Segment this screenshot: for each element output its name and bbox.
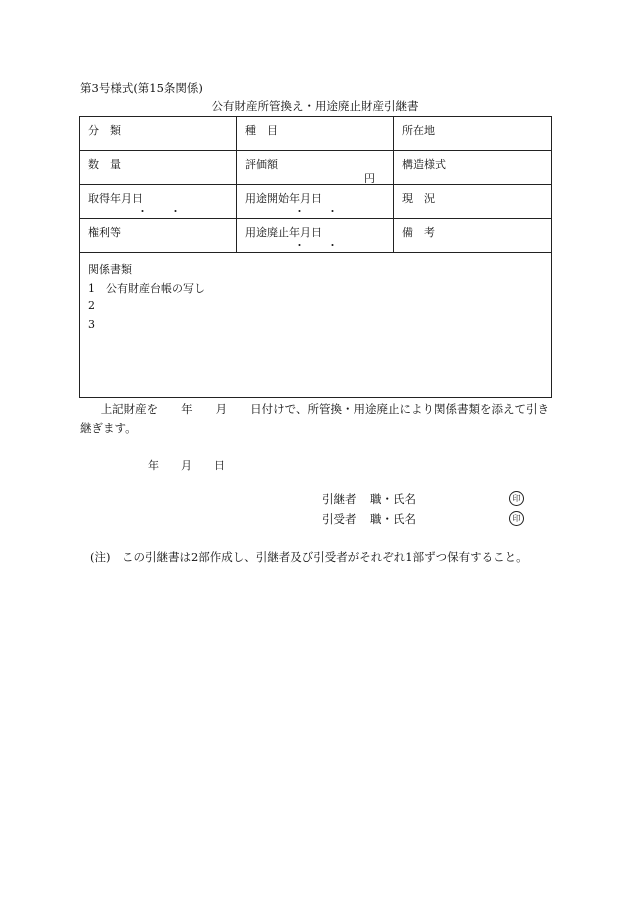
quantity-label: 数 量: [88, 158, 121, 171]
document-item: 3: [88, 318, 95, 331]
acquisition-date-label: 取得年月日: [88, 192, 143, 205]
seal-icon: 印: [509, 491, 524, 506]
table-row: [80, 151, 551, 185]
valuation-label: 評価額: [245, 158, 278, 171]
related-documents-section: [80, 253, 551, 397]
table-row: [80, 185, 551, 219]
receiver-name-label: 職・氏名: [370, 512, 416, 526]
date-line: 年 月 日: [148, 459, 225, 472]
table-row: [80, 117, 551, 151]
note: (注) この引継書は2部作成し、引継者及び引受者がそれぞれ1部ずつ保有すること。: [90, 550, 528, 564]
category-label: 分 類: [88, 124, 121, 137]
seal-icon: 印: [509, 511, 524, 526]
date-dots: ・ ・: [137, 205, 181, 218]
property-table: [79, 116, 552, 398]
location-label: 所在地: [402, 124, 435, 137]
table-row: [80, 219, 551, 253]
yen-unit: 円: [364, 172, 375, 185]
related-documents-heading: 関係書類: [88, 263, 132, 276]
receiver-role: 引受者: [322, 512, 357, 526]
structure-label: 構造様式: [402, 158, 446, 171]
item-type-label: 種 目: [245, 124, 278, 137]
transferor-name-label: 職・氏名: [370, 492, 416, 506]
transfer-statement: 上記財産を 年 月 日付けで、所管換・用途廃止により関係書類を添えて引き継ぎます。: [80, 402, 549, 435]
use-end-date-label: 用途廃止年月日: [245, 226, 322, 239]
condition-label: 現 況: [402, 192, 435, 205]
document-item: 2: [88, 299, 95, 312]
date-dots: ・ ・: [294, 205, 338, 218]
transferor-role: 引継者: [322, 492, 357, 506]
form-label: 第3号様式(第15条関係): [80, 81, 203, 95]
date-dots: ・ ・: [294, 239, 338, 252]
document-item: 1 公有財産台帳の写し: [88, 282, 205, 295]
use-start-date-label: 用途開始年月日: [245, 192, 322, 205]
remarks-label: 備 考: [402, 226, 435, 239]
document-title: 公有財産所管換え・用途廃止財産引継書: [211, 99, 419, 113]
rights-label: 権利等: [88, 226, 121, 239]
